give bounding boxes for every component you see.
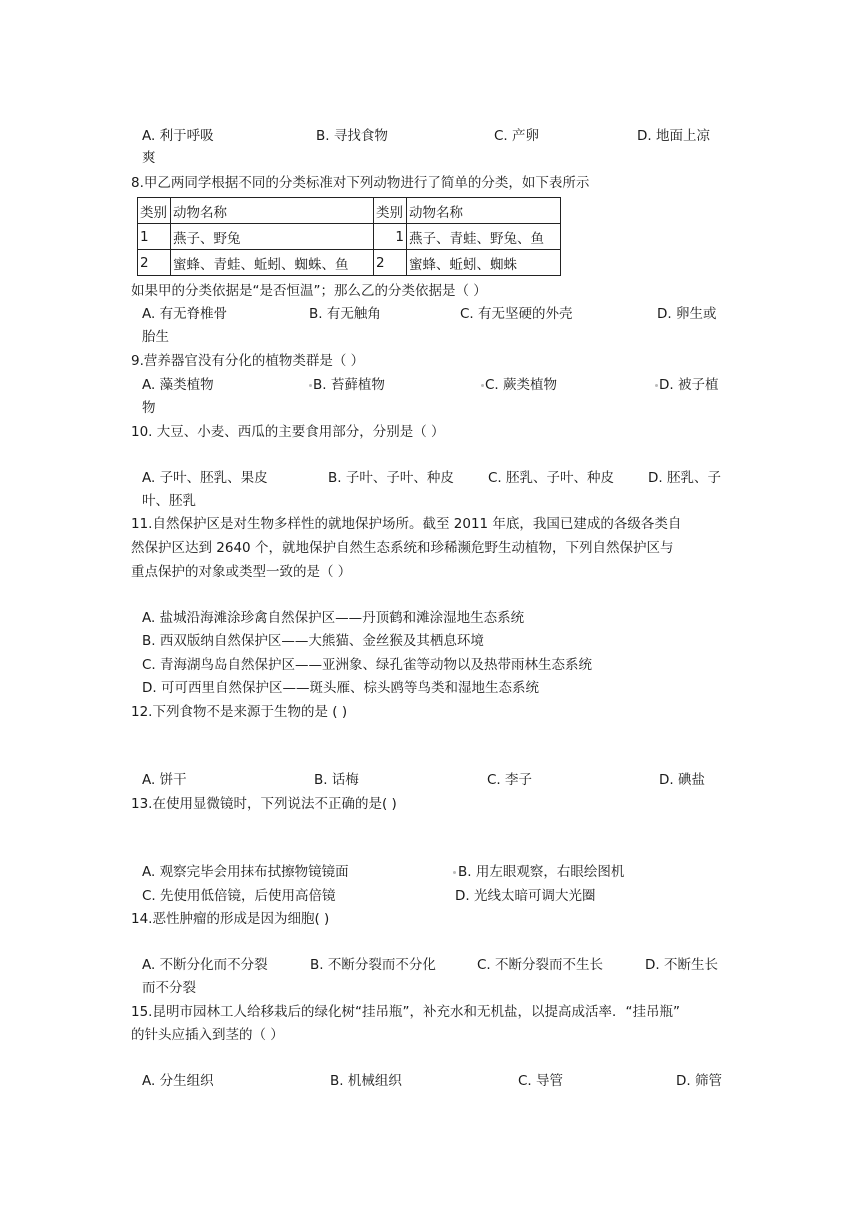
q8-follow: 如果甲的分类依据是“是否恒温”；那么乙的分类依据是（ ） [131,283,487,299]
table-header-cell: 类别 [374,198,407,224]
q14-option-c: C. 不断分裂而不生长 [477,957,604,973]
q12-option-a: A. 饼干 [142,772,187,788]
table-cell: 2 [138,250,171,276]
q14-stem: 14.恶性肿瘤的形成是因为细胞( ) [131,911,330,927]
q12-option-b: B. 话梅 [314,772,359,788]
q14-option-d: D. 不断生长 [645,957,718,973]
q7-option-a: A. 利于呼吸 [142,128,214,144]
q8-option-b: B. 有无触角 [309,306,381,322]
q15-option-d: D. 筛管 [676,1073,722,1089]
q9-option-d-wrap: 物 [142,400,156,416]
q10-option-b: B. 子叶、子叶、种皮 [328,470,454,486]
table-header-cell: 类别 [138,198,171,224]
q11-stem-line: 11.自然保护区是对生物多样性的就地保护场所。截至 2011 年底，我国已建成的各级各类自 [131,516,682,532]
q15-option-c: C. 导管 [518,1073,564,1089]
table-row [138,224,561,250]
q9-option-d: D. 被子植 [659,377,719,393]
marker-dot [481,384,484,387]
q7-option-d: D. 地面上凉 [637,128,710,144]
q14-option-a: A. 不断分化而不分裂 [142,957,268,973]
q10-option-c: C. 胚乳、子叶、种皮 [488,470,615,486]
q15-stem-line: 15.昆明市园林工人给移栽后的绿化树“挂吊瓶”，补充水和无机盐，以提高成活率．“挂吊瓶” [131,1004,680,1020]
q11-option-b: B. 西双版纳自然保护区——大熊猫、金丝猴及其栖息环境 [142,633,484,649]
q10-stem: 10. 大豆、小麦、西瓜的主要食用部分，分别是（ ） [131,424,445,440]
marker-dot [655,384,658,387]
table-cell: 蜜蜂、蚯蚓、蜘蛛 [407,250,561,276]
q7-option-b: B. 寻找食物 [316,128,388,144]
table-cell: 1 [374,224,407,250]
table-cell: 燕子、青蛙、野兔、鱼 [407,224,561,250]
q13-option-b: B. 用左眼观察，右眼绘图机 [458,864,625,880]
q10-option-d-wrap: 叶、胚乳 [142,493,196,509]
q8-option-a: A. 有无脊椎骨 [142,306,228,322]
q13-option-d: D. 光线太暗可调大光圈 [455,888,596,904]
q14-option-d-wrap: 而不分裂 [142,980,196,996]
q13-option-c: C. 先使用低倍镜，后使用高倍镜 [142,888,336,904]
q14-option-b: B. 不断分裂而不分化 [310,957,436,973]
table-cell: 蜜蜂、青蛙、蚯蚓、蜘蛛、鱼 [171,250,374,276]
marker-dot [309,384,312,387]
q15-stem-line: 的针头应插入到茎的（ ） [131,1027,284,1043]
q12-option-c: C. 李子 [487,772,533,788]
q13-option-a: A. 观察完毕会用抹布拭擦物镜镜面 [142,864,349,880]
q13-stem: 13.在使用显微镜时，下列说法不正确的是( ) [131,796,397,812]
q15-option-a: A. 分生组织 [142,1073,214,1089]
q7-option-c: C. 产卵 [494,128,540,144]
q8-stem: 8.甲乙两同学根据不同的分类标准对下列动物进行了简单的分类，如下表所示 [131,175,590,191]
q8-option-d-wrap: 胎生 [142,329,169,345]
q10-option-d: D. 胚乳、子 [648,470,721,486]
q7-option-d-wrap: 爽 [142,150,156,166]
q9-option-a: A. 藻类植物 [142,377,214,393]
classification-table [137,197,561,276]
q9-stem: 9.营养器官没有分化的植物类群是（ ） [131,353,365,369]
q10-option-a: A. 子叶、胚乳、果皮 [142,470,268,486]
table-header-cell: 动物名称 [171,198,374,224]
q8-option-d: D. 卵生或 [657,306,717,322]
q12-stem: 12.下列食物不是来源于生物的是 ( ) [131,704,348,720]
q11-option-a: A. 盐城沿海滩涂珍禽自然保护区——丹顶鹤和滩涂湿地生态系统 [142,610,525,626]
q11-option-c: C. 青海湖鸟岛自然保护区——亚洲象、绿孔雀等动物以及热带雨林生态系统 [142,657,593,673]
table-cell: 2 [374,250,407,276]
q11-stem-line: 然保护区达到 2640 个，就地保护自然生态系统和珍稀濒危野生动植物，下列自然保护区与 [131,540,674,556]
table-cell: 燕子、野兔 [171,224,374,250]
q8-option-c: C. 有无坚硬的外壳 [460,306,573,322]
table-header-cell: 动物名称 [407,198,561,224]
q11-stem-line: 重点保护的对象或类型一致的是（ ） [131,564,352,580]
q12-option-d: D. 碘盐 [659,772,705,788]
table-row [138,198,561,224]
q9-option-b: B. 苔藓植物 [313,377,385,393]
q11-option-d: D. 可可西里自然保护区——斑头雁、棕头鸥等鸟类和湿地生态系统 [142,680,539,696]
marker-dot [453,871,456,874]
table-row [138,250,561,276]
q9-option-c: C. 蕨类植物 [485,377,558,393]
q15-option-b: B. 机械组织 [330,1073,402,1089]
table-cell: 1 [138,224,171,250]
